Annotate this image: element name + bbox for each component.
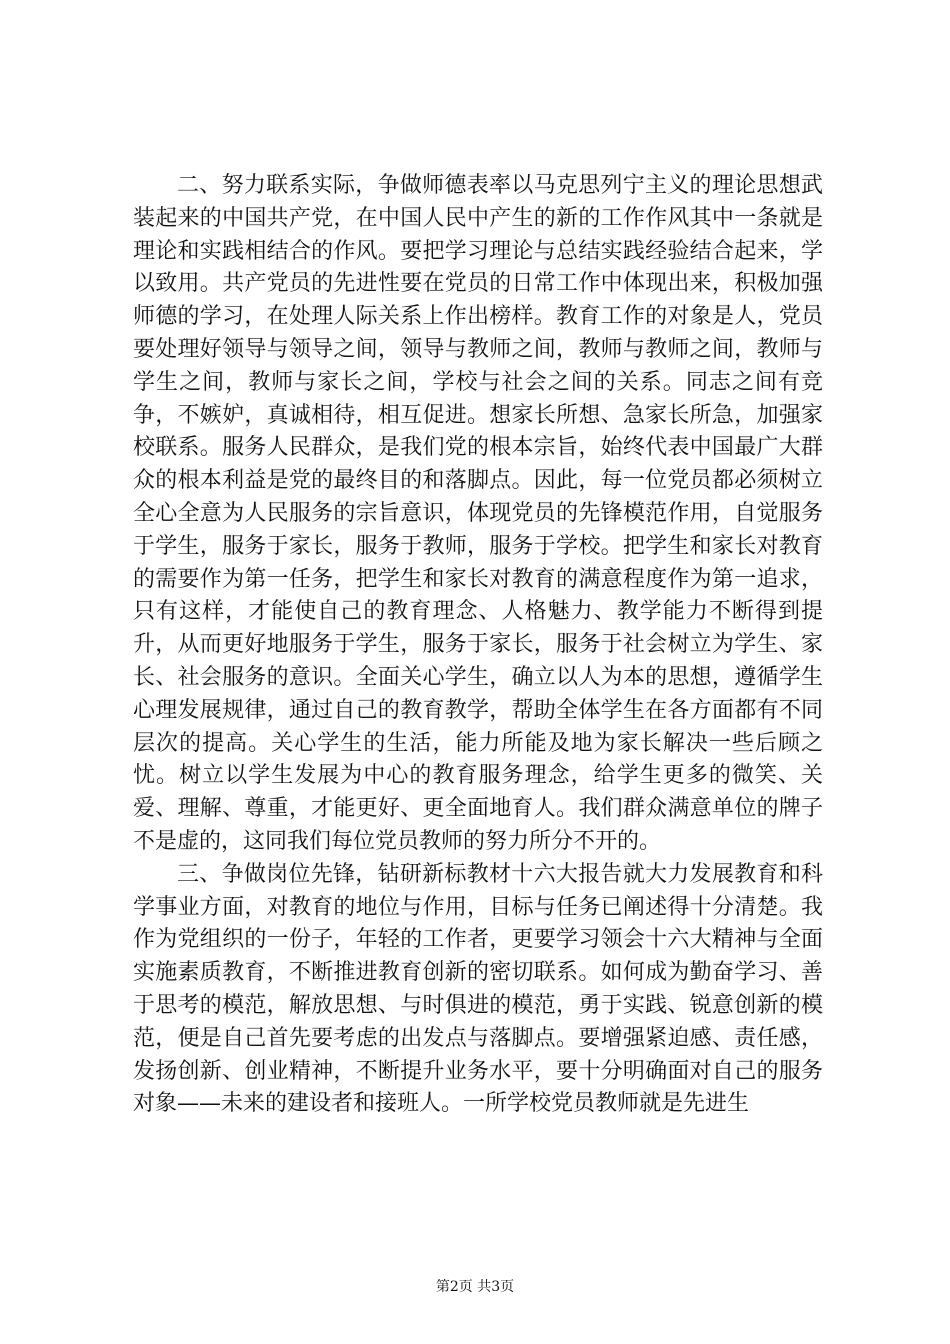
page-footer: [0, 1278, 950, 1296]
document-body: [133, 170, 823, 1121]
paragraph-2: 二、努力联系实际，争做师德表率以马克思列宁主义的理论思想武装起来的中国共产党，在中国人民中产生的新的工作作风其中一条就是理论和实践相结合的作风。要把学习理论与总结实践经验结合起来，学以致用。共产党员的先进性要在党员的日常工作中体现出来，积极加强师德的学习，在处理人际关系上作出榜样。教育工作的对象是人，党员要处理好领导与领导之间，领导与教师之间，教师与教师之间，教师与学生之间，教师与家长之间，学校与社会之间的关系。同志之间有竞争，不嫉妒，真诚相待，相互促进。想家长所想、急家长所急，加强家校联系。服务人民群众，是我们党的根本宗旨，始终代表中国最广大群众的根本利益是党的最终目的和落脚点。因此，每一位党员都必须树立全心全意为人民服务的宗旨意识，体现党员的先锋模范作用，自觉服务于学生，服务于家长，服务于教师，服务于学校。把学生和家长对教育的需要作为第一任务，把学生和家长对教育的满意程度作为第一追求，只有这样，才能使自己的教育理念、人格魅力、教学能力不断得到提升，从而更好地服务于学生，服务于家长，服务于社会树立为学生、家长、社会服务的意识。全面关心学生，确立以人为本的思想，遵循学生心理发展规律，通过自己的教育教学，帮助全体学生在各方面都有不同层次的提高。关心学生的生活，能力所能及地为家长解决一些后顾之忧。树立以学生发展为中心的教育服务理念，给学生更多的微笑、关爱、理解、尊重，才能更好、更全面地育人。我们群众满意单位的牌子不是虚的，这同我们每位党员教师的努力所分不开的。: [133, 173, 823, 854]
paragraph-3: 三、争做岗位先锋，钻研新标教材十六大报告就大力发展教育和科学事业方面，对教育的地位与作用，目标与任务已阐述得十分清楚。我作为党组织的一份子，年轻的工作者，更要学习领会十六大精神与全面实施素质教育，不断推进教育创新的密切联系。如何成为勤奋学习、善于思考的模范，解放思想、与时俱进的模范，勇于实践、锐意创新的模范，便是自己首先要考虑的出发点与落脚点。要增强紧迫感、责任感，发扬创新、创业精神，不断提升业务水平，要十分明确面对自己的服务对象——未来的建设者和接班人。一所学校党员教师就是先进生: [133, 861, 823, 1117]
page-number: 第2页 共3页: [435, 1279, 515, 1295]
